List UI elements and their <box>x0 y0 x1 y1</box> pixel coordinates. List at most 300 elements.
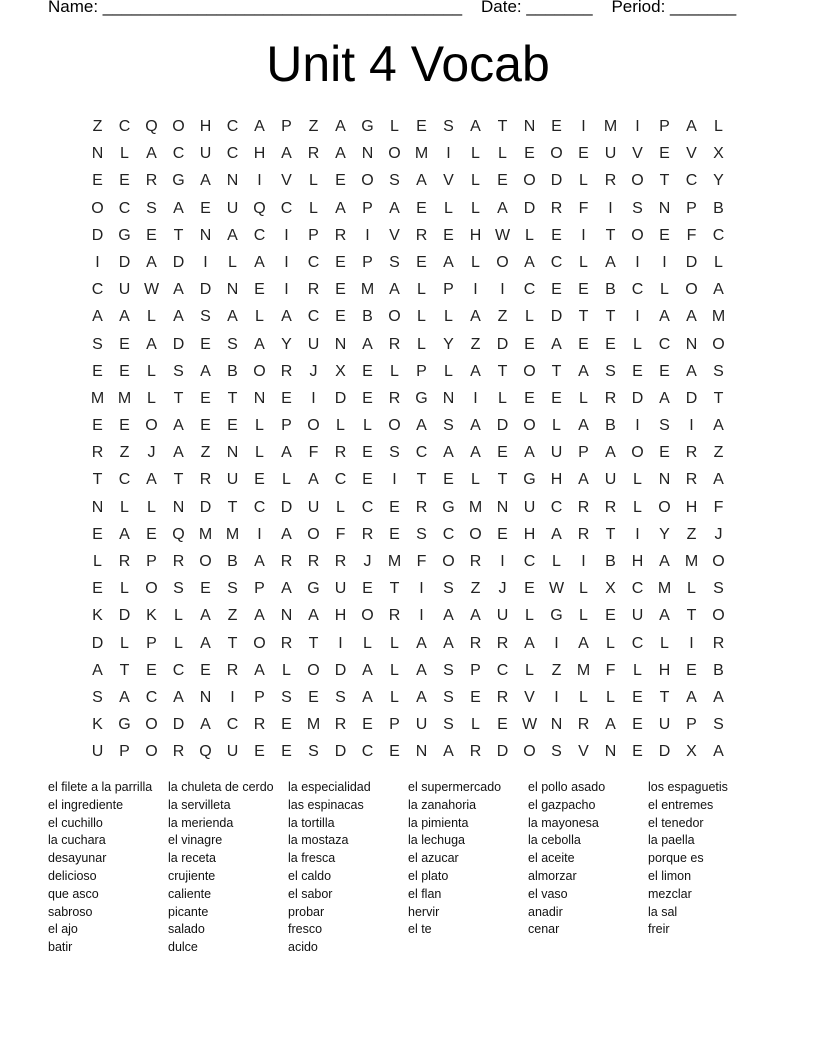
grid-letter: A <box>254 118 265 135</box>
grid-letter: R <box>199 471 212 489</box>
grid-letter: R <box>469 553 482 570</box>
word-bank-item: el gazpacho <box>528 797 596 812</box>
grid-letter: O <box>523 172 536 190</box>
grid-letter: A <box>470 607 481 625</box>
grid-letter: A <box>200 607 211 625</box>
grid-letter: B <box>713 661 724 679</box>
word-bank-item: el sabor <box>288 886 333 901</box>
grid-letter: D <box>91 226 104 244</box>
grid-letter: E <box>524 335 535 353</box>
grid-letter: A <box>605 253 616 271</box>
grid-letter: V <box>389 226 400 244</box>
grid-letter: L <box>363 417 372 435</box>
grid-letter: A <box>200 634 211 652</box>
grid-letter: I <box>635 253 640 271</box>
grid-letter: A <box>470 308 481 326</box>
grid-letter: G <box>442 498 455 516</box>
grid-letter: Z <box>497 308 508 326</box>
grid-letter: E <box>335 253 346 271</box>
grid-letter: L <box>174 634 183 652</box>
grid-letter: R <box>388 607 401 625</box>
grid-letter: A <box>335 145 346 163</box>
grid-row <box>84 331 732 358</box>
word-bank-item: dulce <box>168 940 198 955</box>
grid-letter: D <box>496 417 509 435</box>
grid-letter: N <box>226 444 239 462</box>
grid-letter: D <box>685 389 698 407</box>
word-bank-item: la mayonesa <box>528 815 599 830</box>
grid-letter: I <box>365 226 370 244</box>
grid-letter: H <box>199 118 212 135</box>
grid-letter: C <box>631 580 644 598</box>
grid-letter: U <box>334 580 347 598</box>
grid-letter: I <box>446 145 451 163</box>
grid-letter: R <box>496 634 509 652</box>
grid-letter: I <box>473 281 478 299</box>
grid-letter: T <box>713 389 724 407</box>
grid-letter: O <box>388 145 401 163</box>
grid-letter: N <box>199 688 212 706</box>
grid-letter: N <box>415 743 428 761</box>
grid-letter: R <box>388 389 401 407</box>
grid-letter: T <box>605 308 616 326</box>
word-bank-item: cenar <box>528 922 560 937</box>
grid-letter: H <box>685 498 698 516</box>
grid-letter: U <box>415 716 428 734</box>
grid-letter: T <box>551 362 562 380</box>
word-bank-item: desayunar <box>48 851 107 866</box>
grid-row <box>84 521 732 548</box>
word-bank <box>48 779 768 957</box>
grid-letter: I <box>581 118 586 135</box>
grid-letter: A <box>713 281 724 299</box>
grid-letter: A <box>254 253 265 271</box>
grid-letter: H <box>523 525 536 543</box>
grid-letter: A <box>200 172 211 190</box>
grid-letter: H <box>334 607 347 625</box>
grid-letter: S <box>281 688 292 706</box>
grid-row <box>84 140 732 167</box>
grid-row <box>84 276 732 303</box>
grid-letter: Z <box>200 444 211 462</box>
grid-letter: R <box>226 661 239 679</box>
word-bank-item: las espinacas <box>288 797 364 812</box>
grid-letter: A <box>686 688 697 706</box>
grid-row <box>84 738 732 765</box>
grid-letter: L <box>417 335 426 353</box>
word-bank-item: el azucar <box>408 851 459 866</box>
grid-letter: A <box>281 444 292 462</box>
grid-letter: I <box>635 118 640 135</box>
grid-letter: I <box>635 308 640 326</box>
grid-letter: V <box>281 172 292 190</box>
grid-letter: X <box>335 362 346 380</box>
grid-letter: O <box>253 634 266 652</box>
grid-letter: M <box>576 661 591 679</box>
grid-letter: E <box>200 199 211 217</box>
grid-letter: A <box>146 253 157 271</box>
grid-letter: I <box>581 226 586 244</box>
grid-letter: A <box>173 308 184 326</box>
grid-letter: C <box>226 145 239 163</box>
grid-letter: R <box>415 226 428 244</box>
grid-letter: O <box>145 743 158 761</box>
grid-letter: N <box>226 172 239 190</box>
grid-letter: U <box>604 471 617 489</box>
grid-letter: E <box>335 172 346 190</box>
grid-letter: F <box>686 226 697 244</box>
grid-letter: V <box>524 688 535 706</box>
grid-letter: E <box>551 118 562 135</box>
grid-letter: E <box>119 362 130 380</box>
grid-letter: L <box>417 281 426 299</box>
grid-letter: I <box>500 553 505 570</box>
grid-letter: E <box>443 471 454 489</box>
word-bank-item: que asco <box>48 886 99 901</box>
grid-letter: O <box>712 553 725 570</box>
grid-letter: A <box>389 281 400 299</box>
grid-letter: N <box>604 743 617 761</box>
grid-letter: R <box>469 634 482 652</box>
grid-letter: N <box>172 498 185 516</box>
grid-letter: A <box>416 634 427 652</box>
grid-letter: L <box>633 471 642 489</box>
grid-letter: C <box>550 498 563 516</box>
grid-letter: A <box>524 444 535 462</box>
grid-letter: O <box>361 172 374 190</box>
grid-letter: I <box>230 688 235 706</box>
grid-letter: P <box>686 716 697 734</box>
grid-letter: E <box>686 661 697 679</box>
word-bank-item: picante <box>168 904 209 919</box>
grid-letter: W <box>143 281 160 299</box>
grid-letter: S <box>443 716 454 734</box>
grid-letter: E <box>632 716 643 734</box>
grid-letter: Q <box>199 743 212 761</box>
word-bank-item: el entremes <box>648 797 714 812</box>
grid-letter: B <box>227 362 238 380</box>
grid-letter: L <box>309 172 318 190</box>
grid-letter: E <box>200 417 211 435</box>
grid-letter: E <box>119 172 130 190</box>
word-bank-item: la servilleta <box>168 797 231 812</box>
grid-letter: I <box>662 253 667 271</box>
grid-letter: E <box>362 362 373 380</box>
grid-letter: A <box>254 607 265 625</box>
grid-letter: A <box>362 661 373 679</box>
grid-letter: K <box>92 607 103 625</box>
period-field-label: Period: _______ <box>611 0 737 16</box>
grid-letter: O <box>442 553 455 570</box>
grid-letter: E <box>308 688 319 706</box>
grid-letter: L <box>471 716 480 734</box>
grid-letter: A <box>686 118 697 135</box>
grid-letter: I <box>689 634 694 652</box>
grid-letter: N <box>523 118 536 135</box>
grid-letter: N <box>253 389 266 407</box>
header <box>48 0 736 17</box>
grid-letter: D <box>550 172 563 190</box>
grid-letter: P <box>362 253 373 271</box>
grid-letter: A <box>308 607 319 625</box>
grid-letter: I <box>635 417 640 435</box>
word-bank-item: la chuleta de cerdo <box>168 780 274 794</box>
grid-letter: L <box>471 199 480 217</box>
grid-letter: N <box>550 716 563 734</box>
grid-letter: T <box>173 226 184 244</box>
grid-letter: O <box>523 743 536 761</box>
grid-letter: A <box>443 743 454 761</box>
word-bank-item: mezclar <box>648 886 692 901</box>
letter-grid <box>84 113 732 766</box>
grid-letter: L <box>525 607 534 625</box>
grid-letter: E <box>497 525 508 543</box>
grid-letter: C <box>307 308 320 326</box>
grid-letter: A <box>173 281 184 299</box>
grid-letter: C <box>496 661 509 679</box>
grid-letter: D <box>172 716 185 734</box>
grid-letter: L <box>444 308 453 326</box>
grid-letter: D <box>199 498 212 516</box>
grid-letter: O <box>712 607 725 625</box>
grid-row <box>84 249 732 276</box>
grid-letter: L <box>660 634 669 652</box>
grid-letter: L <box>660 281 669 299</box>
grid-letter: T <box>605 525 616 543</box>
word-bank-item: la pimienta <box>408 815 469 830</box>
grid-letter: O <box>307 661 320 679</box>
grid-letter: L <box>417 308 426 326</box>
grid-letter: M <box>198 525 213 543</box>
grid-letter: E <box>551 226 562 244</box>
word-bank-item: la paella <box>648 833 695 848</box>
grid-letter: M <box>468 498 483 516</box>
grid-letter: B <box>605 417 616 435</box>
grid-letter: L <box>390 362 399 380</box>
grid-letter: E <box>335 308 346 326</box>
grid-letter: A <box>173 444 184 462</box>
grid-letter: O <box>388 308 401 326</box>
grid-letter: A <box>227 226 238 244</box>
grid-letter: L <box>363 634 372 652</box>
grid-letter: C <box>253 498 266 516</box>
word-bank-column <box>408 779 528 957</box>
grid-letter: L <box>498 145 507 163</box>
grid-letter: J <box>714 525 723 543</box>
grid-letter: Q <box>253 199 266 217</box>
grid-letter: C <box>145 688 158 706</box>
grid-letter: L <box>633 498 642 516</box>
grid-letter: S <box>200 308 211 326</box>
grid-letter: A <box>713 417 724 435</box>
grid-letter: P <box>578 444 589 462</box>
grid-letter: T <box>173 471 184 489</box>
grid-letter: J <box>498 580 507 598</box>
grid-letter: S <box>173 362 184 380</box>
grid-letter: E <box>524 580 535 598</box>
grid-letter: A <box>281 145 292 163</box>
grid-letter: T <box>416 471 427 489</box>
grid-letter: E <box>92 172 103 190</box>
grid-letter: T <box>173 389 184 407</box>
grid-letter: E <box>362 471 373 489</box>
grid-letter: A <box>173 417 184 435</box>
grid-letter: F <box>308 444 319 462</box>
grid-letter: R <box>334 716 347 734</box>
grid-letter: A <box>551 525 562 543</box>
grid-letter: L <box>498 389 507 407</box>
grid-letter: A <box>578 471 589 489</box>
grid-letter: R <box>253 716 266 734</box>
grid-letter: A <box>416 661 427 679</box>
grid-letter: E <box>362 716 373 734</box>
grid-letter: L <box>120 634 129 652</box>
grid-letter: U <box>226 743 239 761</box>
word-bank-item: acido <box>288 940 318 955</box>
grid-letter: I <box>284 253 289 271</box>
grid-letter: A <box>254 553 265 570</box>
grid-letter: R <box>307 145 320 163</box>
word-bank-item: el filete a la parrilla <box>48 780 153 794</box>
grid-letter: Y <box>443 335 454 353</box>
grid-letter: E <box>200 335 211 353</box>
grid-letter: A <box>713 471 724 489</box>
grid-letter: T <box>308 634 319 652</box>
grid-letter: E <box>389 498 400 516</box>
grid-letter: R <box>307 553 320 570</box>
grid-letter: S <box>443 580 454 598</box>
grid-letter: H <box>658 661 671 679</box>
grid-letter: S <box>389 172 400 190</box>
grid-letter: O <box>631 172 644 190</box>
grid-letter: A <box>335 199 346 217</box>
grid-letter: I <box>95 253 100 271</box>
word-bank-item: delicioso <box>48 868 97 883</box>
grid-letter: R <box>145 172 158 190</box>
grid-letter: E <box>416 253 427 271</box>
grid-letter: O <box>523 362 536 380</box>
grid-letter: T <box>389 580 400 598</box>
grid-letter: U <box>307 498 320 516</box>
grid-letter: L <box>579 253 588 271</box>
grid-letter: V <box>578 743 589 761</box>
grid-letter: L <box>579 688 588 706</box>
word-bank-item: la receta <box>168 851 216 866</box>
grid-letter: R <box>280 634 293 652</box>
word-bank-item: el vaso <box>528 886 568 901</box>
grid-letter: R <box>496 688 509 706</box>
grid-letter: E <box>92 580 103 598</box>
grid-letter: C <box>361 498 374 516</box>
word-bank-item: los espaguetis <box>648 780 728 794</box>
grid-letter: O <box>550 145 563 163</box>
grid-letter: A <box>416 417 427 435</box>
grid-letter: N <box>685 335 698 353</box>
grid-letter: N <box>442 389 455 407</box>
grid-letter: A <box>470 444 481 462</box>
grid-letter: P <box>686 199 697 217</box>
grid-letter: H <box>253 145 266 163</box>
grid-letter: M <box>387 553 402 570</box>
grid-letter: A <box>146 471 157 489</box>
grid-letter: O <box>199 553 212 570</box>
grid-letter: Z <box>470 580 481 598</box>
grid-letter: L <box>390 661 399 679</box>
grid-letter: P <box>254 688 265 706</box>
grid-letter: A <box>470 417 481 435</box>
grid-letter: W <box>548 580 565 598</box>
grid-letter: I <box>581 553 586 570</box>
grid-letter: R <box>604 498 617 516</box>
word-bank-item: fresco <box>288 922 323 937</box>
grid-letter: X <box>605 580 616 598</box>
grid-letter: L <box>282 471 291 489</box>
grid-letter: R <box>577 716 590 734</box>
grid-letter: U <box>91 743 104 761</box>
grid-letter: A <box>254 661 265 679</box>
grid-letter: C <box>631 634 644 652</box>
grid-letter: G <box>415 389 428 407</box>
grid-letter: E <box>200 661 211 679</box>
word-bank-item: batir <box>48 940 73 955</box>
grid-letter: L <box>255 417 264 435</box>
grid-letter: E <box>497 716 508 734</box>
grid-letter: L <box>336 417 345 435</box>
grid-letter: E <box>632 743 643 761</box>
grid-row <box>84 630 732 657</box>
grid-letter: A <box>659 607 670 625</box>
grid-letter: R <box>685 444 698 462</box>
grid-letter: E <box>362 580 373 598</box>
grid-letter: O <box>388 417 401 435</box>
grid-letter: E <box>92 362 103 380</box>
grid-letter: S <box>713 580 724 598</box>
grid-letter: O <box>712 335 725 353</box>
grid-letter: O <box>658 498 671 516</box>
grid-letter: M <box>306 716 321 734</box>
grid-letter: C <box>226 716 239 734</box>
grid-letter: L <box>228 253 237 271</box>
grid-letter: I <box>338 634 343 652</box>
grid-letter: M <box>414 145 429 163</box>
grid-row <box>84 602 732 629</box>
grid-letter: A <box>119 688 130 706</box>
grid-letter: L <box>579 607 588 625</box>
grid-letter: E <box>659 145 670 163</box>
word-bank-item: el aceite <box>528 851 575 866</box>
grid-letter: C <box>91 281 104 299</box>
word-bank-column <box>648 779 768 957</box>
grid-letter: R <box>604 172 617 190</box>
grid-letter: E <box>362 389 373 407</box>
grid-letter: S <box>389 444 400 462</box>
grid-letter: L <box>336 498 345 516</box>
grid-letter: E <box>659 444 670 462</box>
grid-letter: L <box>525 226 534 244</box>
word-bank-item: crujiente <box>168 868 216 883</box>
grid-letter: E <box>632 362 643 380</box>
grid-letter: S <box>632 199 643 217</box>
grid-letter: W <box>521 716 538 734</box>
grid-row <box>84 711 732 738</box>
word-bank-item: el ingrediente <box>48 797 124 812</box>
grid-row <box>84 358 732 385</box>
grid-letter: U <box>496 607 509 625</box>
grid-letter: B <box>713 199 724 217</box>
grid-letter: C <box>658 335 671 353</box>
grid-letter: F <box>605 661 616 679</box>
grid-letter: C <box>442 525 455 543</box>
